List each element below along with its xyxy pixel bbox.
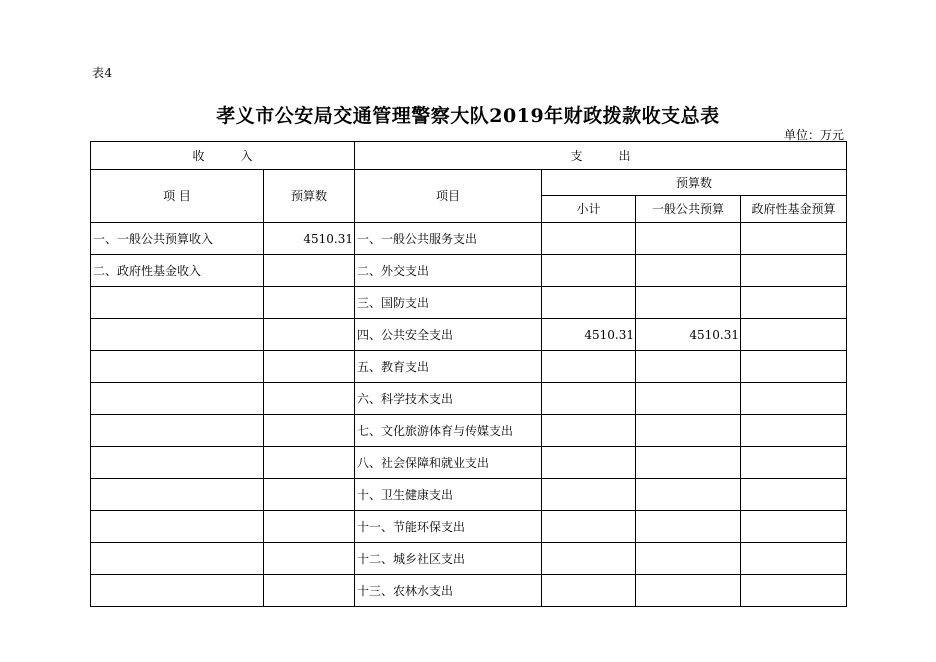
income-item-cell — [91, 447, 264, 479]
expense-item-cell: 二、外交支出 — [355, 255, 542, 287]
table-row — [91, 543, 847, 575]
gov-fund-cell — [741, 255, 847, 287]
general-public-cell — [636, 223, 741, 255]
gov-fund-cell — [741, 287, 847, 319]
general-public-budget-header: 一般公共预算 — [636, 196, 741, 223]
subtotal-cell — [542, 383, 636, 415]
subtotal-cell: 4510.31 — [542, 319, 636, 351]
general-public-cell — [636, 511, 741, 543]
gov-fund-cell — [741, 447, 847, 479]
gov-fund-cell — [741, 415, 847, 447]
table-row — [91, 287, 847, 319]
income-amount-cell — [264, 351, 355, 383]
subtotal-cell — [542, 255, 636, 287]
income-item-cell — [91, 575, 264, 607]
income-amount-cell — [264, 287, 355, 319]
expense-item-cell: 十、卫生健康支出 — [355, 479, 542, 511]
income-amount-cell — [264, 415, 355, 447]
header-row-2 — [91, 170, 847, 196]
gov-fund-cell — [741, 383, 847, 415]
income-item-cell — [91, 351, 264, 383]
general-public-cell: 4510.31 — [636, 319, 741, 351]
header-row-1 — [91, 142, 847, 170]
gov-fund-cell — [741, 511, 847, 543]
table-row — [91, 415, 847, 447]
income-item-cell — [91, 383, 264, 415]
expense-item-cell: 八、社会保障和就业支出 — [355, 447, 542, 479]
document-title: 孝义市公安局交通管理警察大队2019年财政拨款收支总表 — [216, 105, 720, 127]
table-row — [91, 511, 847, 543]
income-amount-cell — [264, 575, 355, 607]
expense-item-cell: 四、公共安全支出 — [355, 319, 542, 351]
expense-item-cell: 十二、城乡社区支出 — [355, 543, 542, 575]
subtotal-cell — [542, 479, 636, 511]
subtotal-cell — [542, 447, 636, 479]
table-number-label: 表4 — [92, 66, 113, 80]
income-amount-cell — [264, 479, 355, 511]
income-item-cell — [91, 287, 264, 319]
income-amount-cell — [264, 511, 355, 543]
income-amount-cell — [264, 319, 355, 351]
expense-item-cell: 三、国防支出 — [355, 287, 542, 319]
general-public-cell — [636, 255, 741, 287]
income-item-cell: 二、政府性基金收入 — [91, 255, 264, 287]
table-row — [91, 447, 847, 479]
budget-table — [90, 141, 847, 607]
expense-item-cell: 十三、农林水支出 — [355, 575, 542, 607]
income-item-cell — [91, 479, 264, 511]
expense-item-header: 项目 — [355, 170, 542, 223]
income-item-cell — [91, 543, 264, 575]
subtotal-cell — [542, 415, 636, 447]
subtotal-cell — [542, 511, 636, 543]
gov-fund-cell — [741, 543, 847, 575]
gov-fund-cell — [741, 479, 847, 511]
subtotal-cell — [542, 351, 636, 383]
table-row — [91, 383, 847, 415]
unit-label: 单位：万元 — [783, 128, 844, 142]
income-header: 收 入 — [91, 142, 355, 170]
gov-fund-cell — [741, 319, 847, 351]
expense-item-cell: 七、文化旅游体育与传媒支出 — [355, 415, 542, 447]
gov-fund-budget-header: 政府性基金预算 — [741, 196, 847, 223]
expense-header: 支 出 — [355, 142, 847, 170]
income-item-cell — [91, 319, 264, 351]
income-amount-cell: 4510.31 — [264, 223, 355, 255]
general-public-cell — [636, 479, 741, 511]
table-row — [91, 479, 847, 511]
general-public-cell — [636, 543, 741, 575]
expense-item-cell: 六、科学技术支出 — [355, 383, 542, 415]
table-row — [91, 255, 847, 287]
table-row — [91, 575, 847, 607]
general-public-cell — [636, 351, 741, 383]
gov-fund-cell — [741, 223, 847, 255]
income-item-cell: 一、一般公共预算收入 — [91, 223, 264, 255]
income-amount-cell — [264, 383, 355, 415]
subtotal-cell — [542, 287, 636, 319]
income-amount-cell — [264, 255, 355, 287]
general-public-cell — [636, 575, 741, 607]
table-row — [91, 319, 847, 351]
expense-item-cell: 一、一般公共服务支出 — [355, 223, 542, 255]
subtotal-cell — [542, 575, 636, 607]
subtotal-header: 小计 — [542, 196, 636, 223]
expense-item-cell: 五、教育支出 — [355, 351, 542, 383]
income-item-cell — [91, 511, 264, 543]
income-amount-cell — [264, 543, 355, 575]
table-row — [91, 351, 847, 383]
income-amount-cell — [264, 447, 355, 479]
income-item-cell — [91, 415, 264, 447]
income-item-header: 项 目 — [91, 170, 264, 223]
gov-fund-cell — [741, 575, 847, 607]
expense-item-cell: 十一、节能环保支出 — [355, 511, 542, 543]
general-public-cell — [636, 383, 741, 415]
subtotal-cell — [542, 543, 636, 575]
income-budget-header: 预算数 — [264, 170, 355, 223]
general-public-cell — [636, 415, 741, 447]
expense-budget-header: 预算数 — [542, 170, 847, 196]
gov-fund-cell — [741, 351, 847, 383]
general-public-cell — [636, 287, 741, 319]
general-public-cell — [636, 447, 741, 479]
table-row — [91, 223, 847, 255]
subtotal-cell — [542, 223, 636, 255]
